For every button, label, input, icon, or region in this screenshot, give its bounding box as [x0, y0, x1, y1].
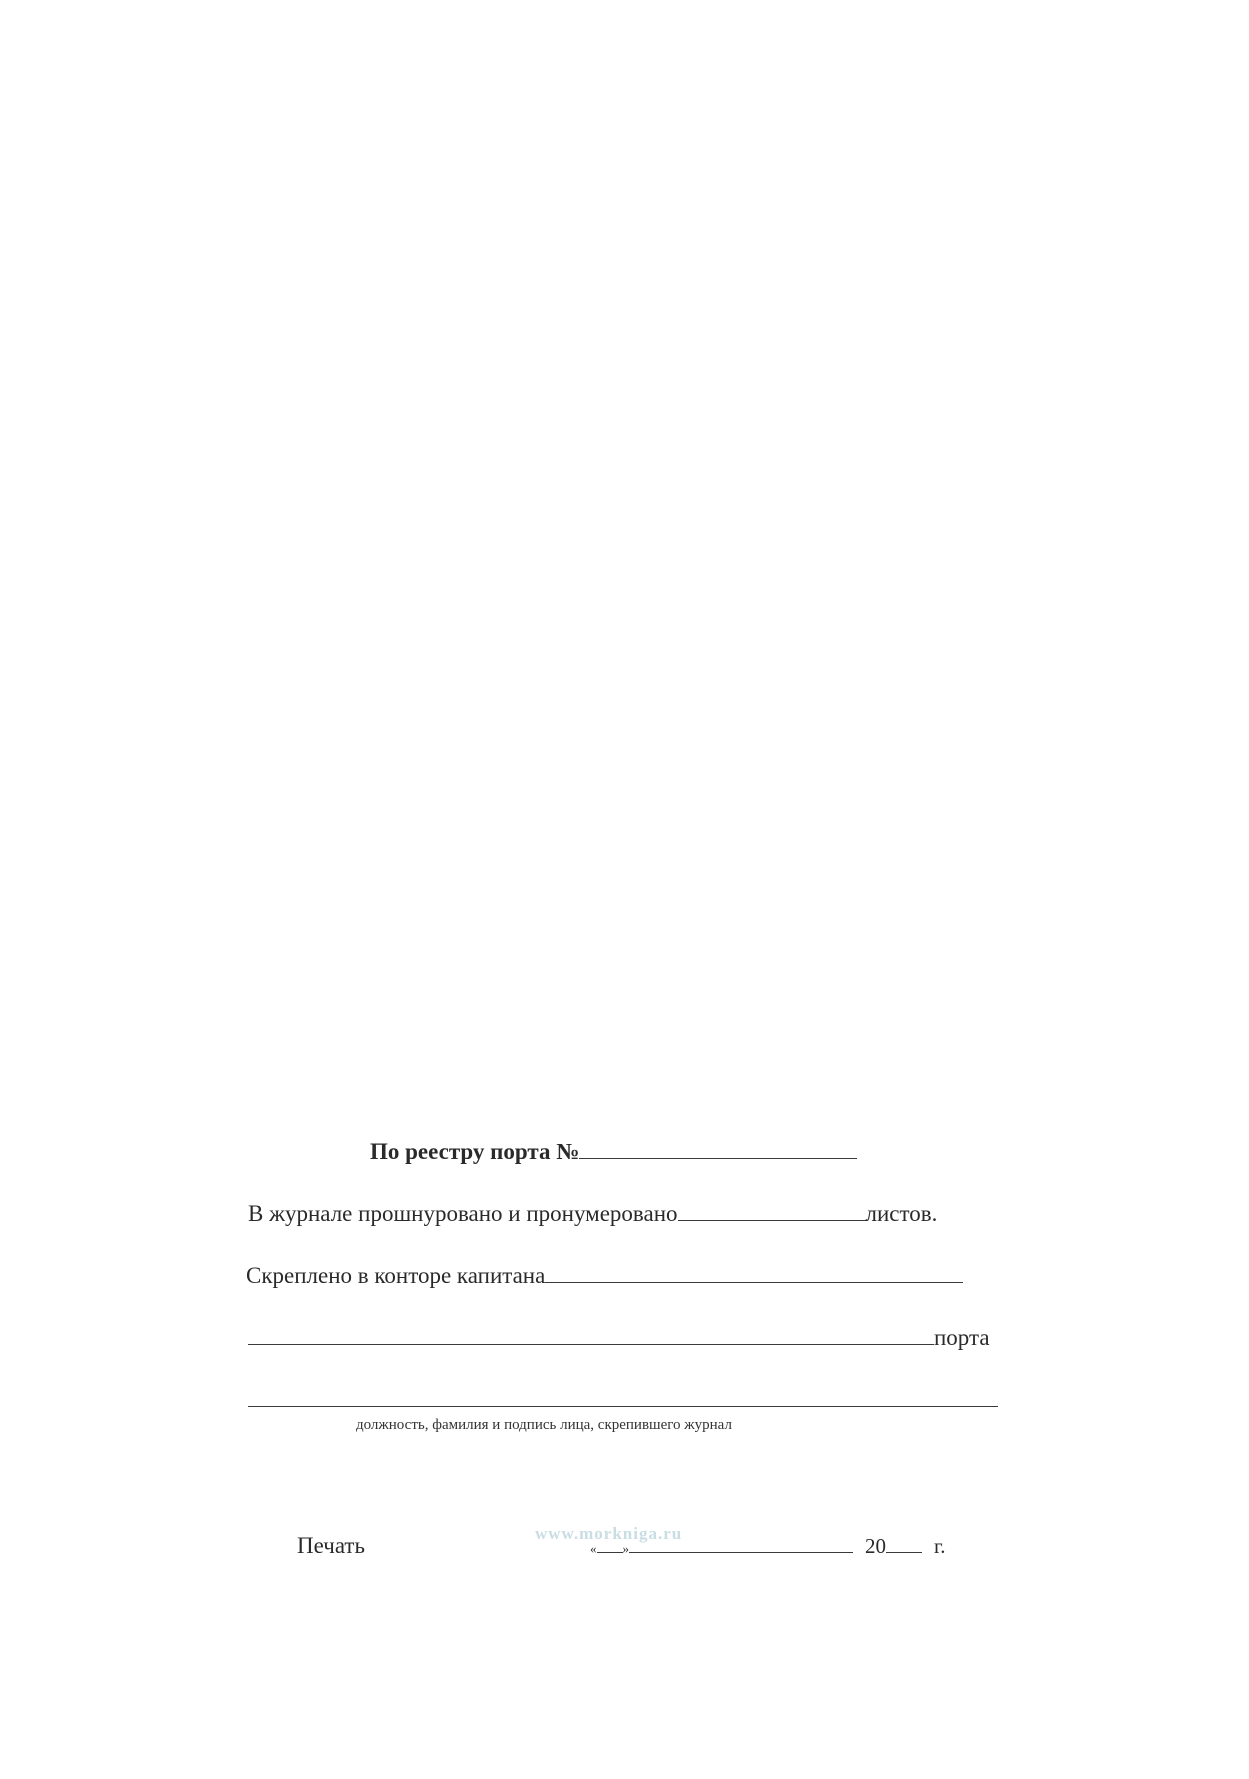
signature-line: [248, 1386, 998, 1414]
date-year-suffix: г.: [934, 1534, 946, 1558]
registry-line: [370, 1138, 857, 1166]
date-close-quote: »: [622, 1541, 629, 1556]
date-day-field[interactable]: [597, 1532, 623, 1553]
watermark-text: www.morkniga.ru: [535, 1524, 683, 1543]
signature-field[interactable]: [248, 1386, 998, 1407]
date-month-field[interactable]: [629, 1532, 853, 1553]
seal-label: Печать: [297, 1533, 365, 1558]
signature-caption: должность, фамилия и подпись лица, скрепившего журнал: [356, 1417, 732, 1433]
pages-count-field[interactable]: [678, 1200, 866, 1221]
port-suffix-text: порта: [934, 1325, 990, 1350]
registry-label: По реестру порта №: [370, 1139, 580, 1164]
fastened-label: Скреплено в конторе капитана: [246, 1263, 546, 1288]
captain-office-field[interactable]: [545, 1262, 963, 1283]
date-line: [590, 1532, 946, 1563]
registry-number-field[interactable]: [579, 1138, 857, 1159]
port-name-field[interactable]: [248, 1324, 934, 1345]
date-year-field[interactable]: [886, 1532, 922, 1553]
journal-prefix-text: В журнале прошнуровано и пронумеровано: [248, 1201, 678, 1226]
journal-suffix-text: листов.: [865, 1201, 938, 1226]
date-open-quote: «: [590, 1541, 597, 1556]
pages-count-line: [248, 1200, 937, 1228]
captain-office-line: [246, 1262, 963, 1290]
date-year-prefix: 20: [865, 1534, 886, 1558]
port-line: [248, 1324, 990, 1352]
